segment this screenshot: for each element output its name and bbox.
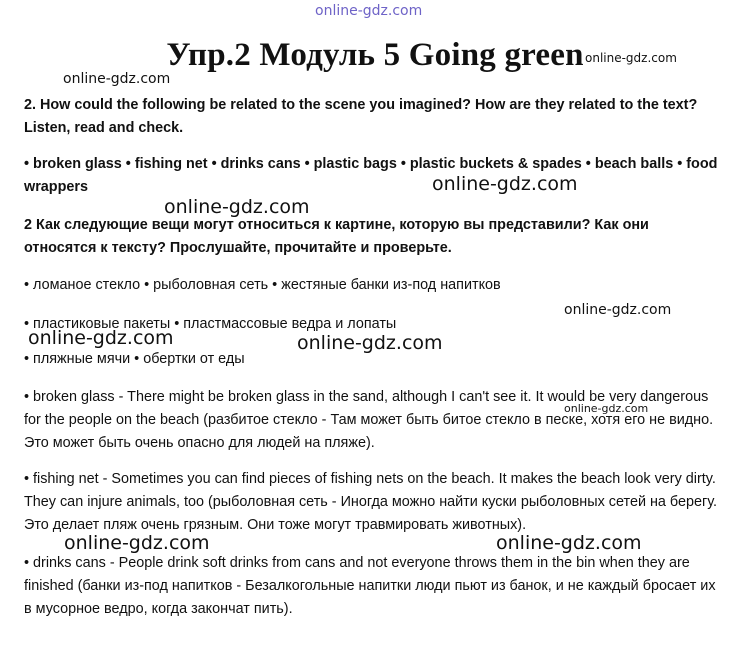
task-items-en: • broken glass • fishing net • drinks cans • plastic bags • plastic buckets & spades • beach balls • food wrappers (24, 156, 718, 195)
watermark: online-gdz.com (564, 402, 649, 415)
page-title: Упр.2 Модуль 5 Going green (166, 37, 584, 73)
task-question-ru: 2 Как следующие вещи могут относиться к картине, которую вы представили? Как они относятся к тексту? Прослушайте, прочитайте и проверьте. (24, 217, 649, 256)
answer-fishing-net: • fishing net - Sometimes you can find pieces of fishing nets on the beach. It makes the beach look very dirty. They can injure animals, too (рыболовная сеть - Иногда можно найти куски рыболовных сетей на берегу. Это делает пляж очень грязным. Они тоже могут травмировать животных). (24, 471, 718, 533)
watermark: online-gdz.com (64, 532, 210, 554)
watermark: online-gdz.com (28, 327, 174, 349)
watermark: online-gdz.com (564, 302, 672, 318)
watermark: online-gdz.com (63, 71, 171, 87)
task-items-ru-3: • пляжные мячи • обертки от еды (24, 351, 245, 367)
task-items-ru-2: • пластиковые пакеты • пластмассовые ведра и лопаты (24, 316, 397, 332)
watermark: online-gdz.com (432, 173, 578, 195)
watermark: online-gdz.com (585, 51, 677, 65)
task-question-en: 2. How could the following be related to the scene you imagined? How are they related to the text? Listen, read and check. (24, 97, 698, 136)
task-items-ru-1: • ломаное стекло • рыболовная сеть • жестяные банки из-под напитков (24, 277, 501, 293)
watermark: online-gdz.com (496, 532, 642, 554)
answer-drinks-cans: • drinks cans - People drink soft drinks from cans and not everyone throws them in the bin when they are finished (банки из-под напитков - Безалкогольные напитки люди пьют из банок, и не каждый бросает их в мусорное ведро, когда закончат пить). (24, 555, 716, 617)
watermark: online-gdz.com (164, 196, 310, 218)
watermark: online-gdz.com (297, 332, 443, 354)
answer-broken-glass: • broken glass - There might be broken glass in the sand, although I can't see it. It would be very dangerous for the people on the beach (разбитое стекло - Там может быть битое стекло в песке, хотя его не видно. Это может быть очень опасно для людей на пляже). (24, 389, 714, 451)
watermark-top: online-gdz.com (315, 3, 423, 19)
